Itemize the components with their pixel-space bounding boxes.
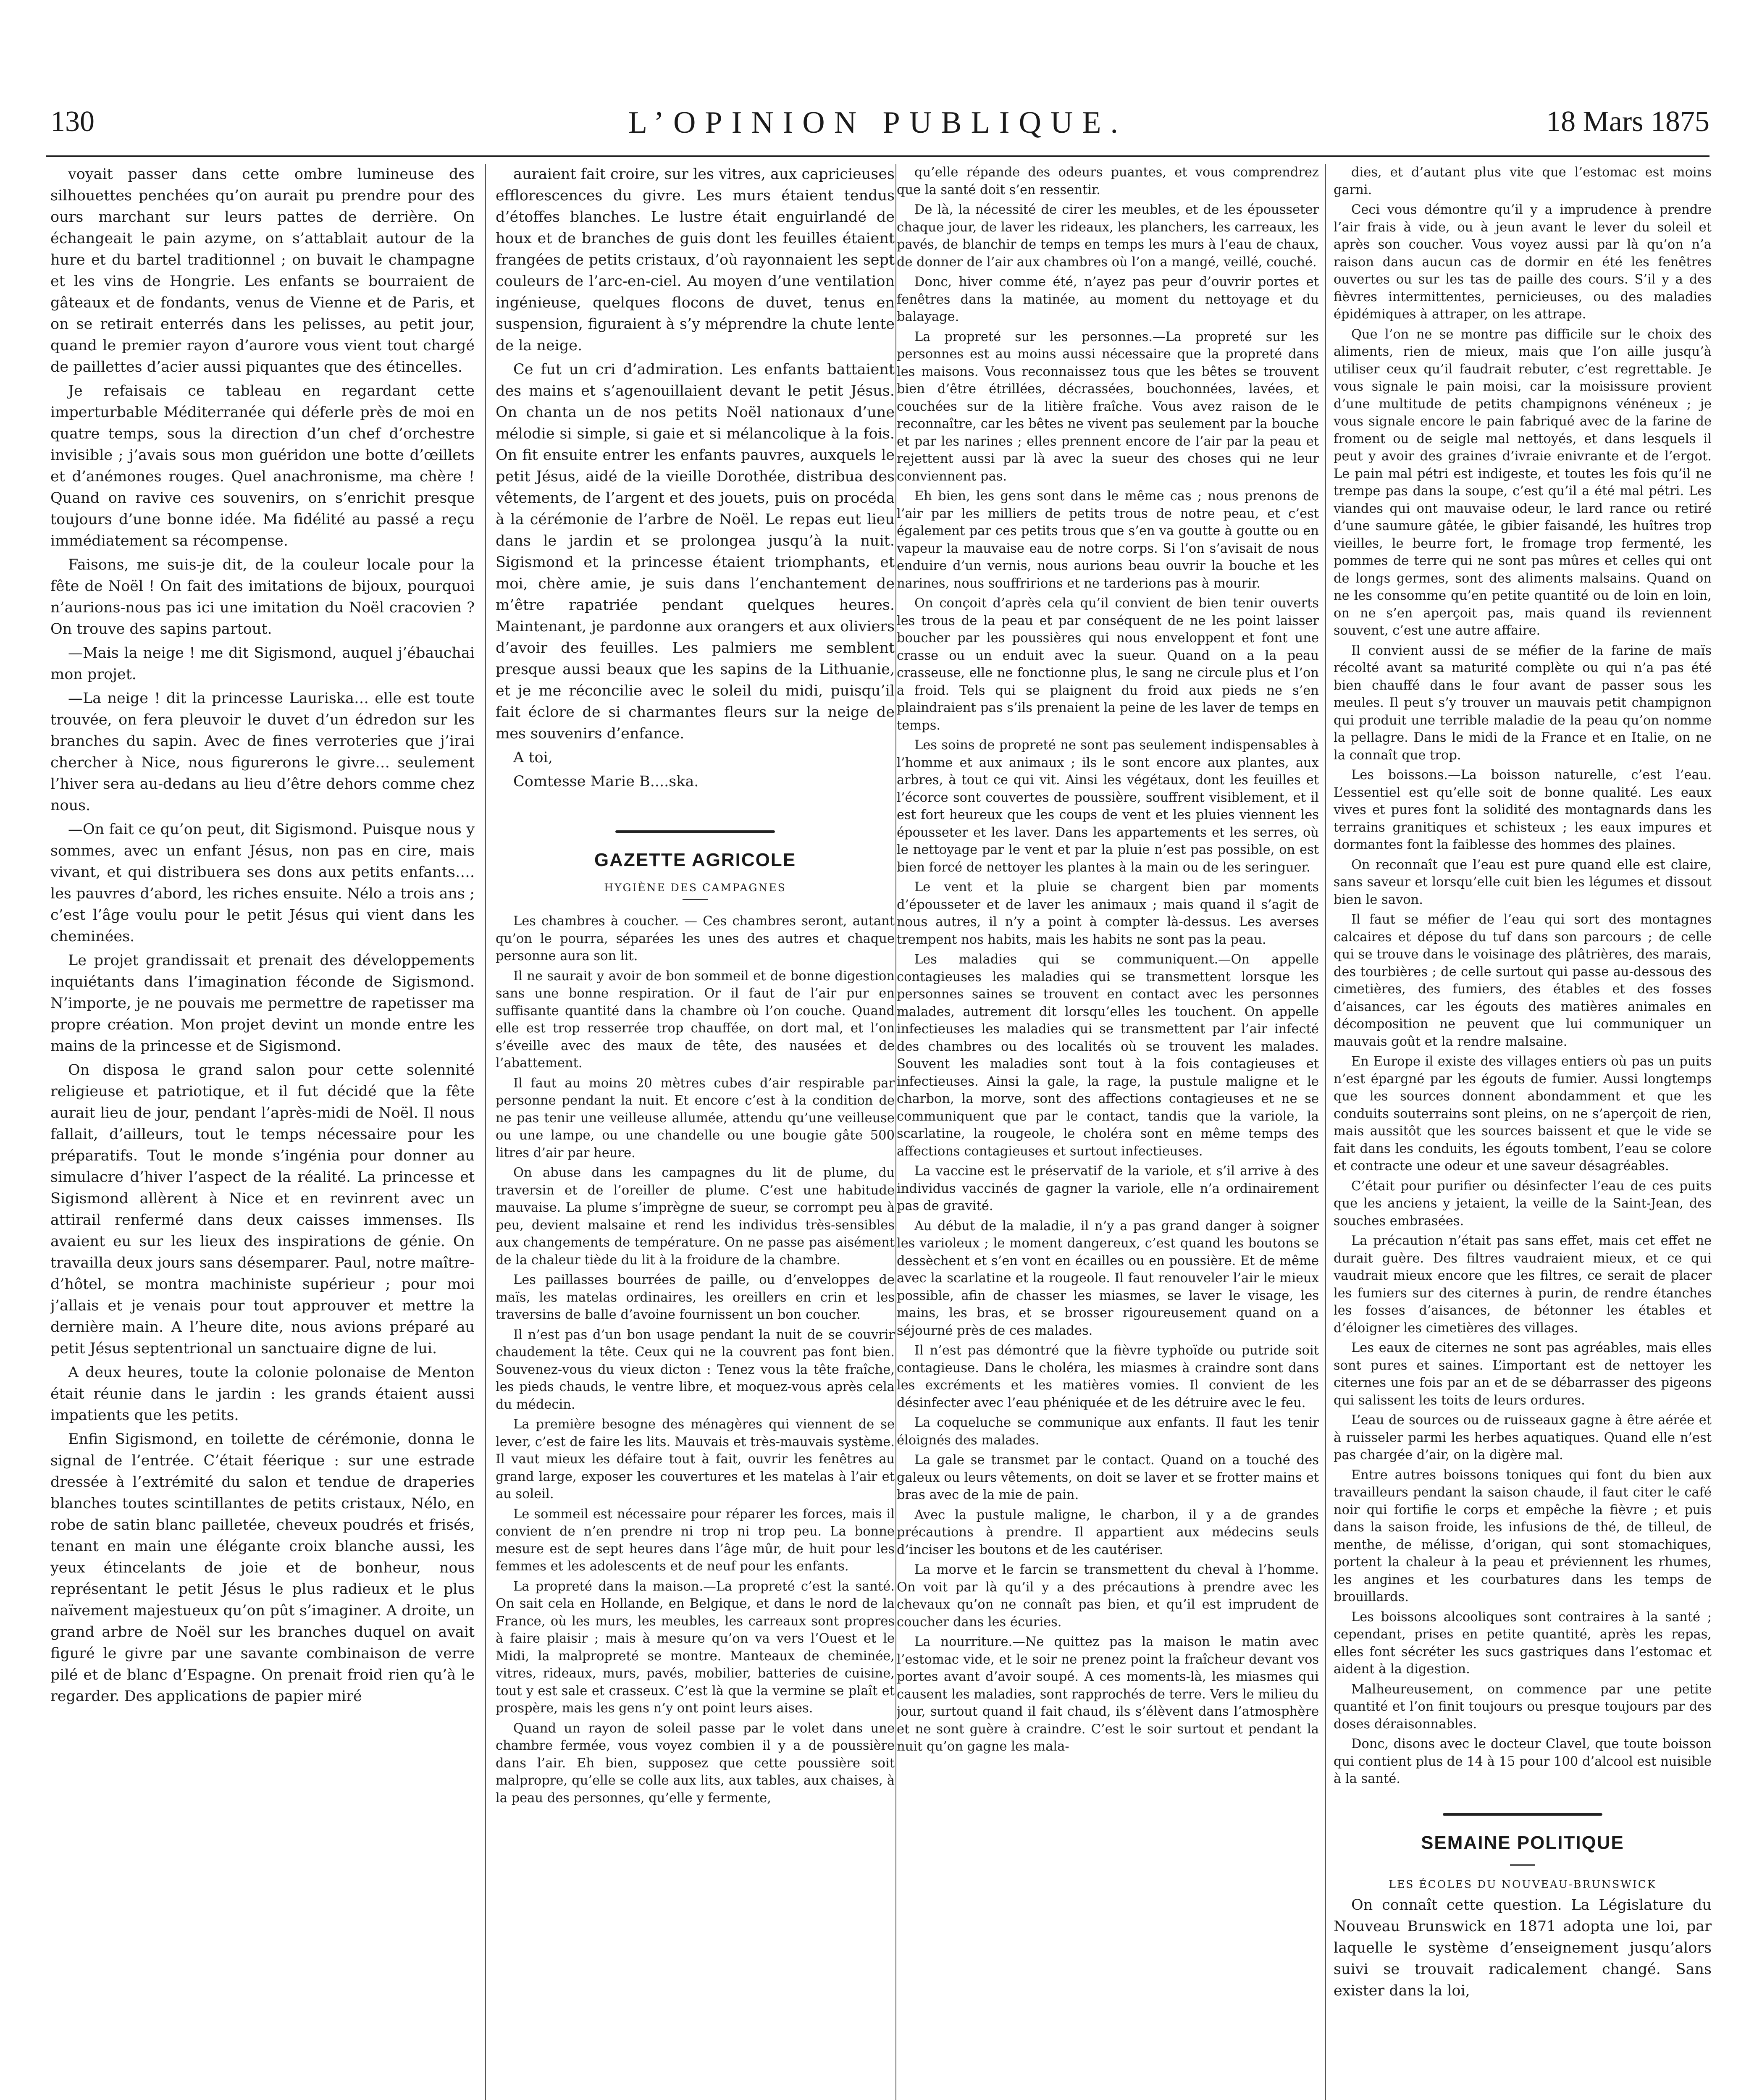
section-subtitle: LES ÉCOLES DU NOUVEAU-BRUNSWICK — [1389, 1878, 1657, 1890]
paragraph: Il faut se méfier de l’eau qui sort des montagnes calcaires et dépose du tuf dans son parcours ; de celle qui se trouve dans le voisinage des plâtrières, des marais, des tourbières ; de celle surtout qui passe au-dessous des cimetières, des fumiers, des étables et des fosses d’aisances, car les égouts des matières animales en décomposition ne peuvent que lui communiquer un mauvais goût et la rendre malsaine. — [1334, 912, 1712, 1049]
paragraph: voyait passer dans cette ombre lumineuse des silhouettes penchées qu’on aurait pu prendre pour des ours marchant sur leurs pattes de derrière. On échangeait le pain azyme, on s’attablait autour de la hure et du bartel traditionnel ; on buvait le champagne et les vins de Hongrie. Les enfants se bourraient de gâteaux et de fondants, venus de Vienne et de Paris, et on se retirait enterrés dans les pelisses, au petit jour, quand le premier rayon d’aurore vous vient tout chargé de paillettes d’acier aussi piquantes que des étincelles. — [50, 166, 475, 375]
paragraph: La propreté sur les personnes.—La propreté sur les personnes est au moins aussi nécessaire que la propreté dans les maisons. Vous reconnaissez tous que les bêtes se trouvent bien d’être étrillées, décrassées, bouchonnées, lavées, et couchées sur de la litière fraîche. Vous avez raison de le reconnaître, car les bêtes ne vivent pas seulement par la bouche et par les narines ; elles prennent encore de l’air par la peau et rejettent aussi par là avec la sueur des choses qui ne leur conviennent pas. — [897, 329, 1319, 484]
paragraph: Les paillasses bourrées de paille, ou d’enveloppes de maïs, les matelas ordinaires, les oreillers en crin et les traversins de balle d’avoine fournissent un bon coucher. — [496, 1273, 895, 1322]
paragraph: A deux heures, toute la colonie polonaise de Menton était réunie dans le jardin : les grands étaient aussi impatients que les petits. — [50, 1364, 475, 1424]
paragraph: On reconnaît que l’eau est pure quand elle est claire, sans saveur et lorsqu’elle cuit bien les légumes et dissout bien le savon. — [1334, 857, 1712, 907]
paragraph: On connaît cette question. La Législature du Nouveau Brunswick en 1871 adopta une loi, par laquelle le système d’enseignement jusqu’alors suivi se trouvait radicalement changé. Sans exister dans la loi, — [1334, 1896, 1712, 1999]
paragraph: On conçoit d’après cela qu’il convient de bien tenir ouverts les trous de la peau et par conséquent de ne les point laisser boucher par les poussières qui nous enveloppent et font une crasse ou un enduit avec la sueur. Quand on a la peau crasseuse, elle ne fonctionne plus, le sang ne circule plus et l’on a froid. Tels qui se plaignent du froid aux pieds ne s’en plaindraient pas s’ils prenaient la peine de les laver de temps en temps. — [897, 596, 1319, 733]
paragraph: Entre autres boissons toniques qui font du bien aux travailleurs pendant la saison chaude, il faut citer le café noir qui fortifie le corps et empêche la fièvre ; et puis dans la saison froide, les infusions de thé, de tilleul, de menthe, de mélisse, d’origan, qui sont stomachiques, portent la chaleur à la peau et préviennent les rhumes, les angines et les courbatures dans les temps de brouillards. — [1334, 1467, 1712, 1604]
paragraph: La coqueluche se communique aux enfants. Il faut les tenir éloignés des malades. — [897, 1415, 1319, 1448]
section-ornament-rule — [615, 830, 775, 833]
paragraph: L’eau de sources ou de ruisseaux gagne à être aérée et à ruisseler parmi les herbes aquatiques. Quand elle n’est pas chargée d’air, on la digère mal. — [1334, 1413, 1712, 1462]
paragraph: La morve et le farcin se transmettent du cheval à l’homme. On voit par là qu’il y a des précautions à prendre avec les chevaux qu’on ne connaît pas bien, et qu’il est imprudent de coucher dans les écuries. — [897, 1562, 1319, 1630]
column-divider — [1325, 164, 1326, 2100]
column-divider — [485, 164, 486, 2100]
paragraph: La nourriture.—Ne quittez pas la maison le matin avec l’estomac vide, et le soir ne prenez point la fraîcheur devant vos portes avant d’avoir soupé. A ces moments-là, les miasmes qui causent les maladies, sont rapprochés de terre. Vers le milieu du jour, surtout quand il fait chaud, ils s’élèvent dans l’atmosphère et ne sont guère à craindre. C’est le soir surtout et pendant la nuit qu’on gagne les mala- — [897, 1635, 1319, 1754]
section-title-semaine: SEMAINE POLITIQUE — [1421, 1832, 1624, 1853]
paragraph: Les chambres à coucher. — Ces chambres seront, autant qu’on le pourra, séparées les unes des autres et chaque personne aura son lit. — [496, 914, 895, 963]
column-3 — [897, 164, 1319, 2100]
paragraph: Il convient aussi de se méfier de la farine de maïs récolté avant sa maturité complète ou qui n’a pas été bien chauffé dans le four avant de passer sous les meules. Il peut s’y trouver un mauvais petit champignon qui produit une terrible maladie de la peau qu’on nomme la pellagre. Dans le midi de la France et en Italie, on ne la connaît que trop. — [1334, 643, 1712, 763]
paragraph: —Mais la neige ! me dit Sigismond, auquel j’ébauchai mon projet. — [50, 645, 475, 683]
paragraph: Les boissons.—La boisson naturelle, c’est l’eau. L’essentiel est qu’elle soit de bonne qualité. Les eaux vives et pures font la solidité des montagnards dans les terrains granitiques et schisteux ; les eaux impures et dormantes font la faiblesse des hommes des plaines. — [1334, 768, 1712, 852]
paragraph: En Europe il existe des villages entiers où pas un puits n’est épargné par les égouts de fumier. Aussi longtemps que les sources donnent abondamment et que les conduits souterrains sont pleins, on ne s’aperçoit de rien, mais aussitôt que les sources baissent et que le vide se fait dans les conduits, les égouts tombent, l’eau se colore et contracte une odeur et une saveur désagréables. — [1334, 1054, 1712, 1173]
paragraph: Ce fut un cri d’admiration. Les enfants battaient des mains et s’agenouillaient devant le petit Jésus. On chanta un de nos petits Noël nationaux d’une mélodie si simple, si gaie et si mélancolique à la fois. On fit ensuite entrer les enfants pauvres, auxquels le petit Jésus, aidé de la vieille Dorothée, distribua des vêtements, de l’argent et des jouets, puis on procéda à la cérémonie de l’arbre de Noël. Le repas eut lieu dans le jardin et se prolongea jusqu’à la nuit. Sigismond et la princesse étaient triomphants, et moi, chère amie, je suis dans l’enchantement de m’être rapatriée pendant quelques heures. Maintenant, je pardonne aux orangers et aux oliviers d’avoir des feuilles. Les palmiers me semblent presque aussi beaux que les sapins de la Lithuanie, et je me réconcilie avec le soleil du midi, puisqu’il fait éclore de si charmantes fleurs sur la neige de mes souvenirs d’enfance. — [496, 361, 895, 742]
issue-date: 18 Mars 1875 — [1546, 105, 1709, 138]
column-1 — [50, 164, 475, 2100]
paragraph: —La neige ! dit la princesse Lauriska… elle est toute trouvée, on fera pleuvoir le duvet d’un édredon sur les branches du sapin. Avec de fines verroteries que j’irai chercher à Nice, nous figurerons le givre… seulement l’hiver sera au-dedans au lieu d’être dehors comme chez nous. — [50, 690, 475, 814]
paragraph: Au début de la maladie, il n’y a pas grand danger à soigner les varioleux ; le moment dangereux, c’est quand les boutons se dessèchent et s’en vont en écailles ou en poussière. Et de même avec la scarlatine et la rougeole. Il faut renouveler l’air le mieux possible, afin de chasser les miasmes, se laver le visage, les mains, les bras, et se brosser rigoureusement quand on a séjourné près de ces malades. — [897, 1218, 1319, 1338]
page-number: 130 — [50, 105, 95, 138]
newspaper-title: L’OPINION PUBLIQUE. — [628, 105, 1128, 140]
paragraph: La gale se transmet par le contact. Quand on a touché des galeux ou leurs vêtements, on doit se laver et se frotter mains et bras avec de la mie de pain. — [897, 1453, 1319, 1502]
paragraph: —On fait ce qu’on peut, dit Sigismond. Puisque nous y sommes, avec un enfant Jésus, non pas en cire, mais vivant, et qui distribuera ses dons aux petits enfants…. les pauvres d’abord, les riches ensuite. Nélo a trois ans ; c’est l’âge voulu pour le petit Jésus qui vient dans les cheminées. — [50, 821, 475, 945]
paragraph: La précaution n’était pas sans effet, mais cet effet ne durait guère. Des filtres vaudraient mieux, et ce qui vaudrait mieux encore que les filtres, ce serait de placer les fumiers sur des citernes à purin, de rendre étanches les fosses d’aisances, de bétonner les étables et d’éloigner les cimetières des villages. — [1334, 1234, 1712, 1336]
section-title-gazette: GAZETTE AGRICOLE — [594, 850, 796, 870]
paragraph: On disposa le grand salon pour cette solennité religieuse et patriotique, et il fut décidé que la fête aurait lieu de jour, pendant l’après-midi de Noël. Il nous fallait, d’ailleurs, tout le temps nécessaire pour les préparatifs. Tout le monde s’ingénia pour donner au simulacre d’hiver l’aspect de la réalité. La princesse et Sigismond allèrent à Nice et en revinrent avec un attirail renfermé dans deux caisses immenses. Ils avaient eu sur les lieux des inspirations de génie. On travailla deux jours sans désemparer. Paul, notre maître-d’hôtel, se montra machiniste supérieur ; pour moi j’allais et je venais pour tout approuver et mettre la dernière main. A l’heure dite, nous avions préparé au petit Jésus septentrional un sanctuaire digne de lui. — [50, 1062, 475, 1357]
paragraph: Les eaux de citernes ne sont pas agréables, mais elles sont pures et saines. L’important est de nettoyer les citernes une fois par an et de se débarrasser des pigeons qui salissent les toits de leurs ordures. — [1334, 1341, 1712, 1408]
paragraph: Il ne saurait y avoir de bon sommeil et de bonne digestion sans une bonne respiration. Or il faut de l’air pur en suffisante quantité dans la chambre où l’on couche. Quand elle est trop resserrée trop chauffée, on dort mal, et l’on s’éveille avec des maux de tête, des nausées et de l’abattement. — [496, 969, 895, 1071]
paragraph: La propreté dans la maison.—La propreté c’est la santé. On sait cela en Hollande, en Belgique, et dans le nord de la France, où les murs, les meubles, les carreaux sont propres à faire plaisir ; mais à mesure qu’on va vers l’Ouest et le Midi, la malpropreté se montre. Manteaux de cheminée, vitres, rideaux, murs, pavés, mobilier, batteries de cuisine, tout y est sale et crasseux. C’est là que la vermine se plaît et prospère, mais les gens n’y ont point leurs aises. — [496, 1579, 895, 1716]
paragraph: De là, la nécessité de cirer les meubles, et de les épousseter chaque jour, de laver les rideaux, les planchers, les carreaux, les pavés, de blanchir de temps en temps les murs à l’eau de chaux, de donner de l’air aux chambres où l’on a mangé, veillé, couché. — [897, 202, 1319, 270]
paragraph: La première besogne des ménagères qui viennent de se lever, c’est de faire les lits. Mauvais et très-mauvais système. Il vaut mieux les défaire tout à fait, ouvrir les fenêtres au grand large, exposer les couvertures et les matelas à l’air et au soleil. — [496, 1417, 895, 1502]
short-rule — [1510, 1864, 1535, 1866]
column-4 — [1334, 164, 1712, 2100]
short-rule — [683, 899, 708, 900]
paragraph: Eh bien, les gens sont dans le même cas ; nous prenons de l’air par les milliers de petits trous de notre peau, et c’est également par ces petits trous que s’en va goutte à goutte ou en vapeur la mauvaise eau de notre corps. Si l’on s’avisait de nous enduire d’un vernis, nous aurions beau ouvrir la bouche et les narines, nous souffririons et ne tarderions pas à mourir. — [897, 489, 1319, 591]
header-rule — [46, 155, 1709, 157]
section-subtitle: HYGIÈNE DES CAMPAGNES — [604, 882, 786, 894]
paragraph: Malheureusement, on commence par une petite quantité et l’on finit toujours ou presque toujours par des doses déraisonnables. — [1334, 1682, 1712, 1732]
page-header — [46, 105, 1709, 160]
paragraph: Il n’est pas démontré que la fièvre typhoïde ou putride soit contagieuse. Dans le choléra, les miasmes à craindre sont dans les excréments et les matières vomies. Il convient de les désinfecter avec l’eau phéniquée et de les détruire avec le feu. — [897, 1343, 1319, 1410]
signature: Comtesse Marie B....ska. — [513, 773, 699, 790]
paragraph: Il faut au moins 20 mètres cubes d’air respirable par personne pendant la nuit. Et encore c’est à la condition de ne pas tenir une veilleuse allumée, attendu qu’une veilleuse ou une lampe, ou une chandelle ou une bougie gâte 500 litres d’air par heure. — [496, 1076, 895, 1160]
paragraph: Les boissons alcooliques sont contraires à la santé ; cependant, prises en petite quantité, après les repas, elles font sécréter les sucs gastriques dans l’estomac et aident à la digestion. — [1334, 1609, 1712, 1677]
paragraph: qu’elle répande des odeurs puantes, et vous comprendrez que la santé doit s’en ressentir. — [897, 165, 1319, 197]
paragraph: Faisons, me suis-je dit, de la couleur locale pour la fête de Noël ! On fait des imitations de bijoux, pourquoi n’aurions-nous pas ici une imitation du Noël cracovien ? On trouve des sapins partout. — [50, 556, 475, 638]
paragraph: La vaccine est le préservatif de la variole, et s’il arrive à des individus vaccinés de gagner la variole, elle n’a ordinairement pas de gravité. — [897, 1164, 1319, 1213]
paragraph: Je refaisais ce tableau en regardant cette imperturbable Méditerranée qui déferle près de moi en quatre temps, sous la direction d’un chef d’orchestre invisible ; j’avais sous mon guéridon une botte d’œillets et d’anémones rouges. Quel anachronisme, ma chère ! Quand on ravive ces souvenirs, on s’enrichit presque toujours d’une bonne idée. Ma fidélité au passé a reçu immédiatement sa récompense. — [50, 383, 475, 549]
paragraph: C’était pour purifier ou désinfecter l’eau de ces puits que les anciens y jetaient, la veille de la Saint-Jean, des souches embrasées. — [1334, 1179, 1712, 1228]
paragraph: Le projet grandissait et prenait des développements inquiétants dans l’imagination féconde de Sigismond. N’importe, je ne pouvais me permettre de rapetisser ma propre création. Mon projet devint un monde entre les mains de la princesse et de Sigismond. — [50, 952, 475, 1055]
paragraph: dies, et d’autant plus vite que l’estomac est moins garni. — [1334, 165, 1712, 197]
paragraph: Quand un rayon de soleil passe par le volet dans une chambre fermée, vous voyez combien il y a de poussière dans l’air. Eh bien, supposez que cette poussière soit malpropre, qu’elle se colle aux lits, aux tables, aux chaises, à la peau des personnes, qu’elle y fermente, — [496, 1721, 895, 1806]
paragraph: Les soins de propreté ne sont pas seulement indispensables à l’homme et aux animaux ; ils le sont encore aux plantes, aux arbres, à tout ce qui vit. Ainsi les végétaux, dont les feuilles et l’écorce sont couvertes de poussière, souffrent visiblement, et il est fort heureux que les coups de vent et les pluies viennent les épousseter et les laver. Dans les appartements et les serres, où le nettoyage par le vent et par la pluie n’est pas possible, on est bien forcé de nettoyer les plantes à la main ou de les seringuer. — [897, 738, 1319, 875]
paragraph: Ceci vous démontre qu’il y a imprudence à prendre l’air frais à vide, ou à jeun avant le lever du soleil et après son coucher. Vous voyez aussi par là qu’on n’a raison dans aucun cas de dormir en été les fenêtres ouvertes ou sur les tas de paille des cours. S’il y a des fièvres intermittentes, pernicieuses, ou des maladies épidémiques à attraper, on les attrape. — [1334, 202, 1712, 322]
section-ornament-rule — [1443, 1813, 1602, 1816]
paragraph: Enfin Sigismond, en toilette de cérémonie, donna le signal de l’entrée. C’était féerique : sur une estrade dressée à l’extrémité du salon et tendue de draperies blanches toutes scintillantes de petits cristaux, Nélo, en robe de satin blanc pailletée, cheveux poudrés et frisés, tenant en main une élégante croix blanche aussi, les yeux étincelants de joie et de bonheur, nous représentant le petit Jésus le plus radieux et le plus naïvement majestueux qu’on pût s’imaginer. A droite, un grand arbre de Noël sur les branches duquel on avait figuré le givre par une savante combinaison de verre pilé et de blanc d’Espagne. On prenait froid rien qu’à le regarder. Des applications de papier miré — [50, 1431, 475, 1705]
paragraph: Avec la pustule maligne, le charbon, il y a de grandes précautions à prendre. Il appartient aux médecins seuls d’inciser les boutons et de les cautériser. — [897, 1507, 1319, 1557]
paragraph: Les maladies qui se communiquent.—On appelle contagieuses les maladies qui se transmettent lorsque les personnes saines se trouvent en contact avec les personnes malades, autrement dit lorsqu’elles les touchent. On appelle infectieuses les maladies qui se transmettent par l’air infecté des chambres ou des localités où se trouvent les malades. Souvent les maladies sont tout à la fois contagieuses et infectieuses. Ainsi la gale, la rage, la pustule maligne et le charbon, la morve, sont des affections contagieuses et ne se communiquent que par le contact, tandis que la variole, la scarlatine, la rougeole, le choléra sont en même temps des affections contagieuses et surtout infectieuses. — [897, 952, 1319, 1159]
paragraph: Il n’est pas d’un bon usage pendant la nuit de se couvrir chaudement la tête. Ceux qui ne la couvrent pas font bien. Souvenez-vous du vieux dicton : Tenez vous la tête fraîche, les pieds chauds, le ventre libre, et moquez-vous après cela du médecin. — [496, 1327, 895, 1412]
paragraph: Le sommeil est nécessaire pour réparer les forces, mais il convient de n’en prendre ni trop ni trop peu. La bonne mesure est de sept heures dans l’âge mûr, de huit pour les femmes et les adolescents et de neuf pour les enfants. — [496, 1507, 895, 1574]
paragraph: A toi, — [513, 749, 553, 766]
paragraph: Que l’on ne se montre pas difficile sur le choix des aliments, rien de mieux, mais que l’on aille jusqu’à utiliser ceux qu’il faudrait rebuter, c’est regrettable. Je vous signale le pain moisi, car la moisissure provient d’une multitude de petits champignons vénéneux ; je vous signale encore le pain fabriqué avec de la farine de froment ou de seigle mal nettoyés, et dans lesquels il peut y avoir des graines d’ivraie enivrante et de l’ergot. Le pain mal pétri est indigeste, et toutes les fois qu’il ne trempe pas dans la soupe, c’est qu’il a été mal pétri. Les viandes qui ont mauvaise odeur, le lard rance ou retiré d’une saumure gâtée, le gibier faisandé, les huîtres trop vieilles, le beurre fort, le fromage trop fermenté, les pommes de terre qui ne sont pas mûres et celles qui ont de longs germes, sont des aliments malsains. Quand on ne les consomme qu’en petite quantité ou de loin en loin, on ne s’en aperçoit pas, mais quand ils reviennent souvent, c’est une autre affaire. — [1334, 327, 1712, 638]
paragraph: Donc, hiver comme été, n’ayez pas peur d’ouvrir portes et fenêtres dans la matinée, au moment du nettoyage et du balayage. — [897, 275, 1319, 324]
paragraph: On abuse dans les campagnes du lit de plume, du traversin et de l’oreiller de plume. C’est une habitude mauvaise. La plume s’imprègne de sueur, se corrompt peu à peu, devient malsaine et rend les individus très-sensibles aux changements de température. On ne passe pas aisément de la chaleur tiède du lit à la froidure de la chambre. — [496, 1166, 895, 1268]
column-divider — [895, 164, 896, 2100]
paragraph: Donc, disons avec le docteur Clavel, que toute boisson qui contient plus de 14 à 15 pour 100 d’alcool est nuisible à la santé. — [1334, 1737, 1712, 1786]
paragraph: Le vent et la pluie se chargent bien par moments d’épousseter et de laver les animaux ; mais quand il s’agit de nous autres, il n’y a point à compter là-dessus. Les averses trempent nos habits, mais les habits ne sont pas la peau. — [897, 880, 1319, 947]
paragraph: auraient fait croire, sur les vitres, aux capricieuses efflorescences du givre. Les murs étaient tendus d’étoffes blanches. Le lustre était enguirlandé de houx et de branches de guis dont les feuilles étaient frangées de petits cristaux, d’où rayonnaient les sept couleurs de l’arc-en-ciel. Au moyen d’une ventilation ingénieuse, quelques flocons de duvet, tenus en suspension, figuraient à s’y méprendre la chute lente de la neige. — [496, 166, 895, 354]
column-2 — [496, 164, 895, 2100]
